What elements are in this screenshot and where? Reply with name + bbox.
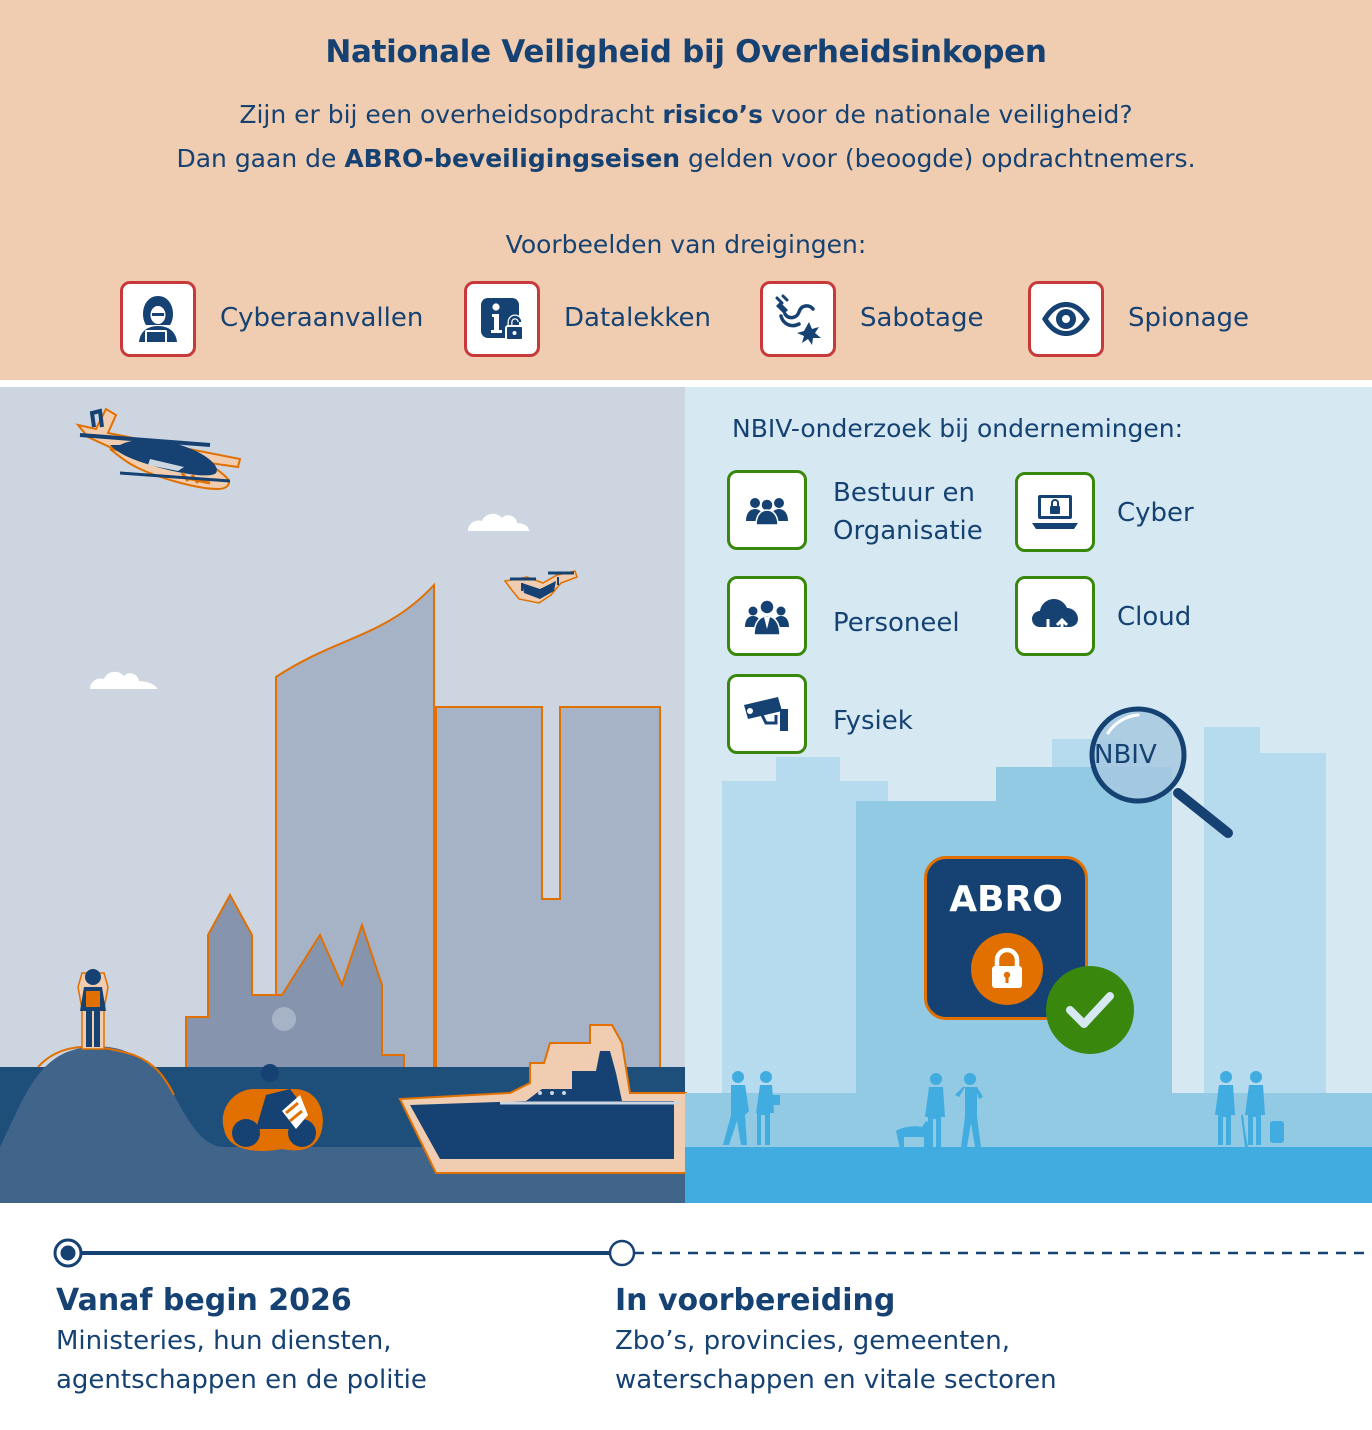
category-label: Fysiek	[833, 706, 913, 736]
timeline-track	[0, 1203, 1372, 1283]
intro-line-1	[0, 100, 1372, 129]
category-label: Personeel	[833, 608, 960, 638]
phase-text-2: waterschappen en vitale sectoren	[615, 1365, 1057, 1395]
threat-label: Spionage	[1128, 303, 1250, 333]
page-title: Nationale Veiligheid bij Overheidsinkopen	[325, 34, 1047, 70]
intro-2-pre: Dan gaan de	[176, 144, 345, 173]
street	[685, 1093, 1372, 1147]
check-icon	[1046, 966, 1134, 1054]
abro-label: ABRO	[949, 879, 1063, 920]
timeline	[0, 1203, 1372, 1430]
cloud-icon	[1015, 576, 1095, 656]
threats-heading: Voorbeelden van dreigingen:	[505, 230, 867, 259]
divider	[0, 380, 1372, 387]
magnifier-label: NBIV	[1094, 740, 1157, 770]
intro-2-post: gelden voor (beoogde) opdrachtnemers.	[680, 144, 1196, 173]
phase-current	[56, 1283, 427, 1400]
header-panel	[0, 0, 1372, 380]
intro-1-post: voor de nationale veiligheid?	[763, 100, 1133, 129]
group-icon	[727, 470, 807, 550]
intro-line-2	[0, 144, 1372, 173]
phase-text-2: agentschappen en de politie	[56, 1365, 427, 1395]
hacker-icon	[120, 281, 196, 357]
intro-1-pre: Zijn er bij een overheidsopdracht	[239, 100, 663, 129]
eye-icon	[1028, 281, 1104, 357]
threat-label: Cyberaanvallen	[220, 303, 424, 333]
phase-upcoming	[615, 1283, 1057, 1400]
camera-icon	[727, 674, 807, 754]
timeline-next-dot	[610, 1241, 634, 1265]
phase-text-1: Zbo’s, provincies, gemeenten,	[615, 1326, 1011, 1356]
phase-title: In voorbereiding	[615, 1283, 896, 1318]
category-label: Organisatie	[833, 516, 983, 546]
info-lock-icon	[464, 281, 540, 357]
cut-cable-icon	[760, 281, 836, 357]
phase-text-1: Ministeries, hun diensten,	[56, 1326, 392, 1356]
laptop-lock-icon	[1015, 472, 1095, 552]
padlock-icon	[971, 933, 1043, 1005]
intro-1-bold: risico’s	[662, 100, 764, 129]
category-label: Cloud	[1117, 602, 1192, 632]
phase-title: Vanaf begin 2026	[56, 1283, 352, 1318]
worker-figure	[78, 969, 108, 1049]
intro-2-bold: ABRO-beveiligingseisen	[344, 144, 681, 173]
category-label: Cyber	[1117, 498, 1194, 528]
right-ground	[685, 1147, 1372, 1203]
nbiv-heading: NBIV-onderzoek bij ondernemingen:	[732, 414, 1184, 443]
category-label: Bestuur en	[833, 478, 975, 508]
threat-label: Sabotage	[860, 303, 984, 333]
threat-label: Datalekken	[564, 303, 711, 333]
personnel-icon	[727, 576, 807, 656]
